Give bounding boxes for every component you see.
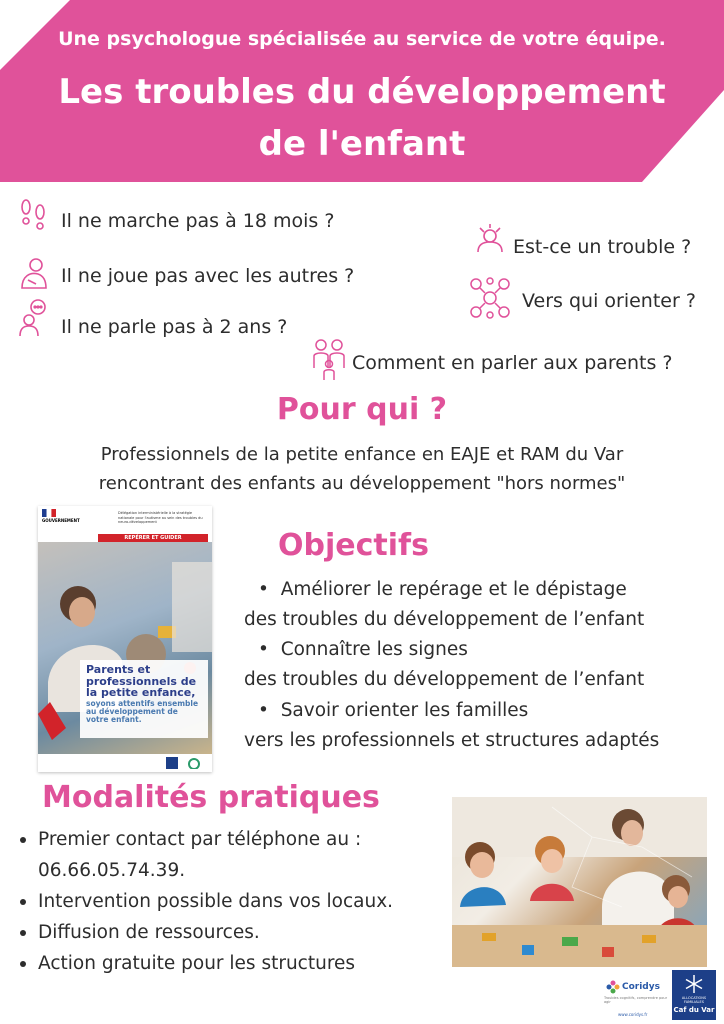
caf-snowflake-icon (684, 974, 704, 994)
modalite-intervention: Intervention possible dans vos locaux. (38, 891, 394, 912)
objectif-3: • Savoir orienter les familles (258, 700, 529, 721)
stressed-head-icon (474, 222, 506, 254)
pour-qui-title: Pour qui ? (276, 392, 448, 427)
brochure-logos-icon (166, 757, 206, 769)
question-parents: Comment en parler aux parents ? (352, 352, 673, 374)
brochure-gov: GOUVERNEMENT (42, 518, 80, 523)
objectif-3-text: Savoir orienter les familles (280, 700, 529, 721)
brochure-footer (38, 754, 212, 772)
objectif-2-cont: des troubles du développement de l’enfant (244, 669, 645, 690)
modalite-contact: Premier contact par téléphone au : (38, 829, 362, 850)
coridys-logo (604, 980, 668, 1016)
modalite-ressources: Diffusion de ressources. (38, 922, 260, 943)
brochure-title: Parents et professionnels de la petite enfance, (86, 663, 197, 699)
question-walk: Il ne marche pas à 18 mois ? (61, 210, 335, 232)
brochure-cover (38, 506, 212, 772)
brochure-delegation: Délégation interministérielle à la stratégie nationale pour l'autisme au sein des troubles du neuro-développement (118, 511, 203, 524)
coridys-name: Coridys (622, 982, 660, 992)
question-speak: Il ne parle pas à 2 ans ? (61, 316, 288, 338)
banner-subtitle: Une psychologue spécialisée au service de votre équipe. (58, 28, 666, 50)
page-title (0, 66, 724, 170)
french-flag-icon (42, 509, 56, 517)
objectif-2-text: Connaître les signes (280, 639, 468, 660)
objectifs-title: Objectifs (278, 528, 429, 563)
objectif-1-text: Améliorer le repérage et le dépistage (280, 579, 627, 600)
speech-bubble-icon (18, 298, 48, 338)
objectif-1: • Améliorer le repérage et le dépistage (258, 579, 627, 600)
modalite-item (20, 855, 393, 886)
bullet-dot (20, 930, 26, 936)
footprints-icon (18, 196, 48, 234)
brochure-text-box (80, 660, 208, 738)
objectif-1-cont: des troubles du développement de l’enfant (244, 609, 645, 630)
bullet-dot (20, 837, 26, 843)
modalite-item (20, 824, 393, 855)
modalite-item (20, 917, 393, 948)
bullet-dot (20, 961, 26, 967)
pour-qui-text (0, 440, 724, 498)
brochure-header (38, 506, 212, 532)
partner-logos (604, 970, 716, 1020)
children-photo-art (452, 797, 707, 967)
objectif-3-cont: vers les professionnels et structures adaptés (244, 730, 660, 751)
pour-qui-line-1: Professionnels de la petite enfance en EAJE et RAM du Var (100, 444, 624, 465)
title-line-1: Les troubles du développement (58, 72, 666, 112)
coridys-flower-icon (606, 980, 620, 994)
brochure-ribbon: REPÉRER ET GUIDER (98, 534, 208, 542)
phone-number: 06.66.05.74.39. (38, 860, 186, 881)
coridys-url: www.coridys.fr (618, 1012, 648, 1017)
caf-text: ALLOCATIONS FAMILIALES (681, 996, 707, 1004)
family-icon (312, 338, 346, 382)
header-banner (0, 0, 724, 182)
modalites-list (20, 824, 393, 979)
question-orient: Vers qui orienter ? (522, 290, 696, 312)
question-trouble: Est-ce un trouble ? (513, 236, 692, 258)
question-play: Il ne joue pas avec les autres ? (61, 265, 355, 287)
objectif-2: • Connaître les signes (258, 639, 468, 660)
bullet-dot (20, 899, 26, 905)
modalite-item (20, 886, 393, 917)
title-line-2: de l'enfant (258, 124, 466, 164)
caf-name: Caf du Var (673, 1006, 715, 1014)
pour-qui-line-2: rencontrant des enfants au développement "hors normes" (98, 473, 626, 494)
modalite-gratuite: Action gratuite pour les structures (38, 953, 356, 974)
caf-logo (672, 970, 716, 1020)
network-people-icon (468, 276, 512, 320)
brochure-subtitle: soyons attentifs ensemble au développement de votre enfant. (86, 698, 199, 724)
modalite-item (20, 948, 393, 979)
modalites-title: Modalités pratiques (42, 780, 380, 815)
children-photo (452, 797, 707, 967)
child-alone-icon (16, 256, 50, 290)
coridys-tagline: Troubles cognitifs, comprendre pour agir (604, 996, 668, 1004)
